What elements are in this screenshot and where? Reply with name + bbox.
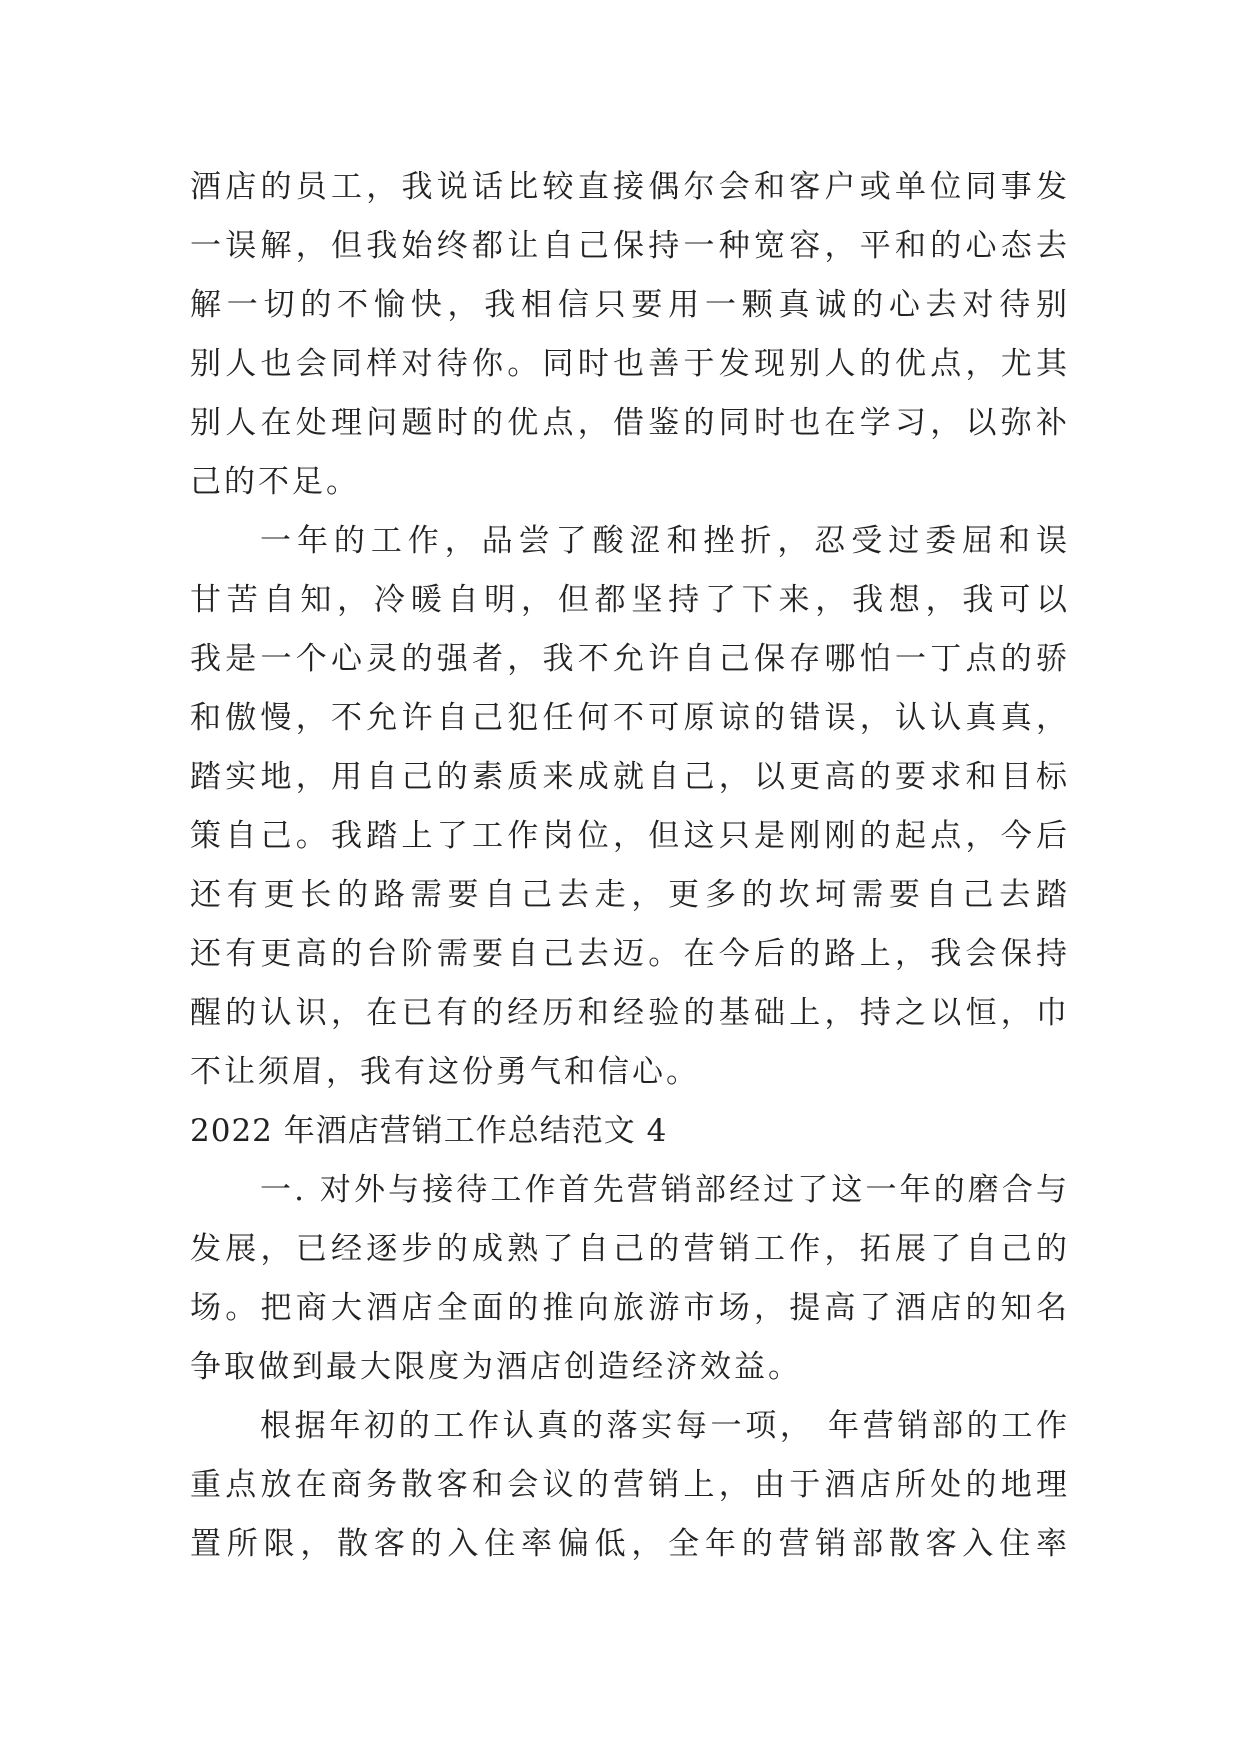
paragraph-4 [190, 1397, 1070, 1574]
text-line: 解一切的不愉快，我相信只要用一颗真诚的心去对待别 [190, 287, 1070, 323]
text-line: 和傲慢，不允许自己犯任何不可原谅的错误，认认真真， [190, 700, 1070, 736]
text-line: 发展，已经逐步的成熟了自己的营销工作，拓展了自己的 [190, 1231, 1070, 1267]
text-line: 别人在处理问题时的优点，借鉴的同时也在学习，以弥补 [190, 405, 1070, 441]
text-line: 醒的认识，在已有的经历和经验的基础上，持之以恒，巾 [190, 995, 1070, 1031]
paragraph-1 [190, 158, 1070, 512]
text-line: 还有更长的路需要自己去走，更多的坎坷需要自己去踏 [190, 877, 1070, 913]
paragraph-3 [190, 1161, 1070, 1397]
section-heading: 2022 年酒店营销工作总结范文 4 [190, 1113, 668, 1149]
text-line: 不让须眉，我有这份勇气和信心。 [190, 1054, 700, 1090]
text-line: 场。把商大酒店全面的推向旅游市场，提高了酒店的知名 [190, 1290, 1070, 1326]
document-body [190, 158, 1070, 1574]
text-line: 还有更高的台阶需要自己去迈。在今后的路上，我会保持 [190, 936, 1070, 972]
text-line: 别人也会同样对待你。同时也善于发现别人的优点，尤其 [190, 346, 1070, 382]
text-line: 甘苦自知，冷暖自明，但都坚持了下来，我想，我可以 [190, 582, 1070, 618]
text-line: 根据年初的工作认真的落实每一项， 年营销部的工作 [260, 1408, 1070, 1444]
text-line: 酒店的员工，我说话比较直接偶尔会和客户或单位同事发 [190, 169, 1070, 205]
text-line: 重点放在商务散客和会议的营销上，由于酒店所处的地理 [190, 1467, 1070, 1503]
text-line: 策自己。我踏上了工作岗位，但这只是刚刚的起点，今后 [190, 818, 1070, 854]
paragraph-2 [190, 512, 1070, 1102]
text-line: 我是一个心灵的强者，我不允许自己保存哪怕一丁点的骄 [190, 641, 1070, 677]
text-line: 争取做到最大限度为酒店创造经济效益。 [190, 1349, 802, 1385]
text-line: 置所限，散客的入住率偏低，全年的营销部散客入住率 [190, 1526, 1070, 1562]
text-line: 一. 对外与接待工作首先营销部经过了这一年的磨合与 [260, 1172, 1070, 1208]
text-line: 踏实地，用自己的素质来成就自己，以更高的要求和目标 [190, 759, 1070, 795]
text-line: 一误解，但我始终都让自己保持一种宽容，平和的心态去 [190, 228, 1070, 264]
text-line: 己的不足。 [190, 464, 360, 500]
text-line: 一年的工作，品尝了酸涩和挫折，忍受过委屈和误 [260, 523, 1070, 559]
